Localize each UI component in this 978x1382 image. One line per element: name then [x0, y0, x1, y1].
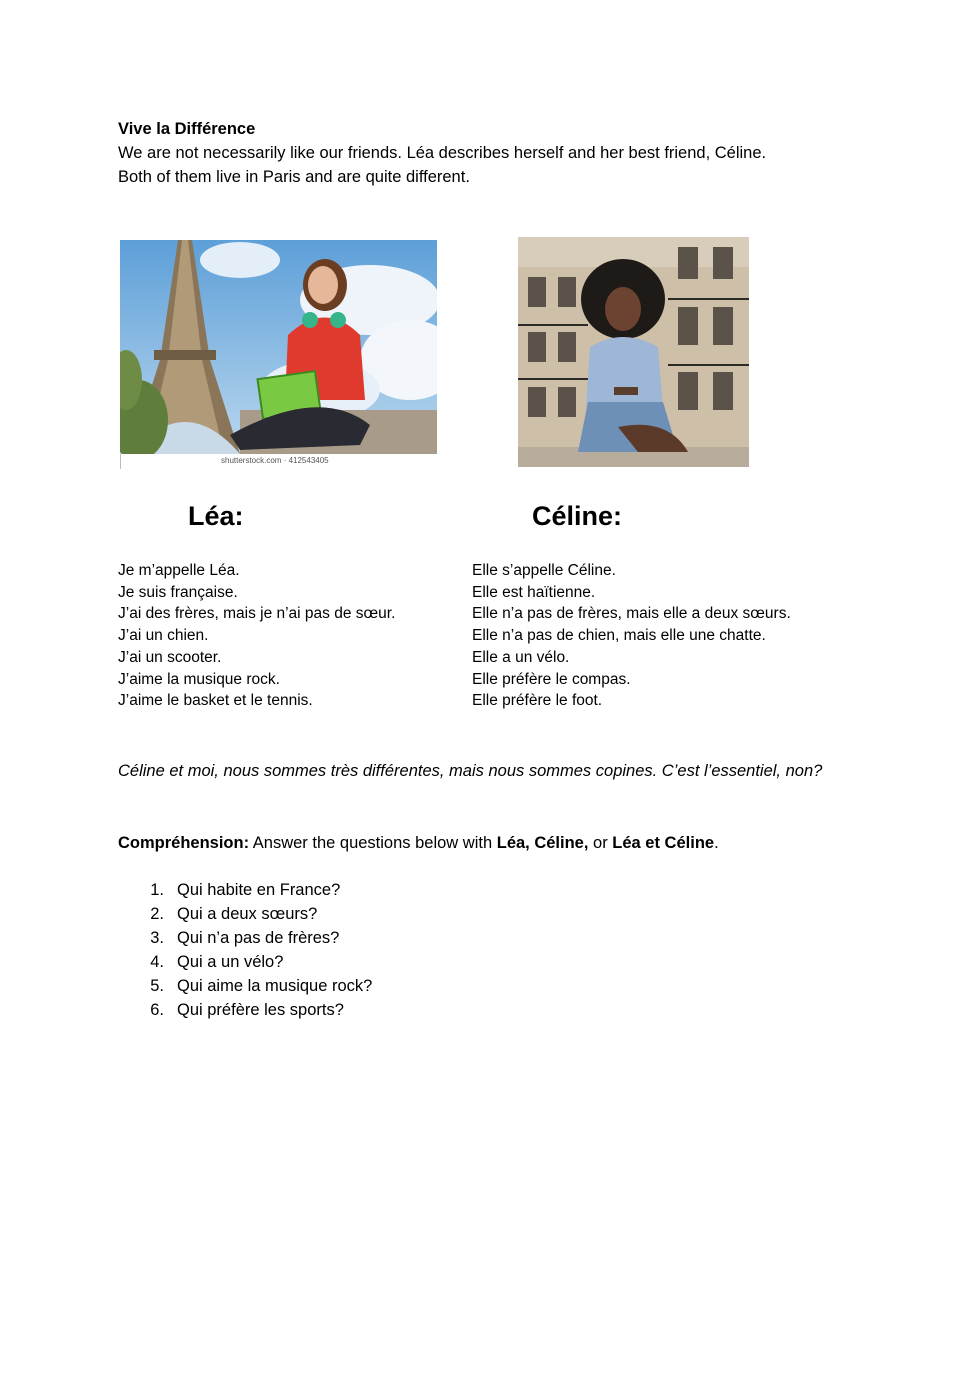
comprehension-instructions	[118, 831, 719, 855]
photo-caption: shutterstock.com · 412543405	[221, 456, 329, 465]
celine-sentence: Elle a un vélo.	[472, 648, 570, 666]
instructions-text: Answer the questions below with	[249, 834, 497, 852]
question-number: 1.	[150, 881, 164, 899]
question-text: Qui n’a pas de frères?	[177, 928, 340, 947]
question-number: 3.	[150, 928, 164, 947]
question-number: 5.	[150, 976, 164, 995]
question-item	[118, 903, 372, 927]
lea-sentence: J’ai un scooter.	[118, 648, 222, 666]
celine-sentence: Elle est haïtienne.	[472, 583, 596, 601]
celine-sentence: Elle préfère le compas.	[472, 670, 631, 688]
celine-sentences	[472, 560, 791, 712]
lea-sentence: Je m’appelle Léa.	[118, 562, 240, 579]
instructions-or: or	[588, 834, 613, 852]
question-item	[118, 927, 372, 951]
answer-option-2: Léa et Céline	[612, 834, 715, 852]
celine-sentence: Elle s’appelle Céline.	[472, 562, 616, 579]
question-text: Qui aime la musique rock?	[177, 976, 373, 995]
question-list	[118, 879, 372, 1022]
question-text: Qui a deux sœurs?	[177, 904, 318, 923]
instructions-end: .	[714, 834, 719, 852]
lea-sentence: J’aime le basket et le tennis.	[118, 692, 313, 710]
question-number: 2.	[150, 904, 164, 923]
celine-photo	[518, 237, 749, 467]
celine-sentence: Elle n’a pas de frères, mais elle a deux sœurs.	[472, 605, 791, 623]
question-item	[118, 975, 372, 999]
question-item	[118, 951, 372, 975]
celine-sentence: Elle n’a pas de chien, mais elle une chatte.	[472, 627, 766, 645]
celine-sentence: Elle préfère le foot.	[472, 692, 603, 710]
lea-sentence: J’ai des frères, mais je n’ai pas de sœur.	[118, 605, 396, 623]
document-title: Vive la Différence	[118, 120, 256, 138]
lea-photo	[120, 240, 437, 469]
intro-line-1: We are not necessarily like our friends. Léa describes herself and her best friend, Céline.	[118, 144, 767, 162]
question-text: Qui a un vélo?	[177, 952, 284, 971]
question-number: 6.	[150, 1000, 164, 1019]
closing-statement: Céline et moi, nous sommes très différentes, mais nous sommes copines. C’est l’essentiel, non?	[118, 762, 823, 780]
lea-sentence: J’ai un chien.	[118, 627, 209, 645]
lea-sentence: J’aime la musique rock.	[118, 670, 280, 688]
question-number: 4.	[150, 952, 164, 971]
answer-option-1: Léa, Céline,	[496, 834, 589, 852]
lea-sentences	[118, 560, 395, 712]
question-item	[118, 999, 372, 1023]
lea-sentence: Je suis française.	[118, 583, 238, 601]
comprehension-label: Compréhension:	[118, 834, 250, 852]
intro-line-2: Both of them live in Paris and are quite different.	[118, 168, 470, 186]
question-text: Qui habite en France?	[177, 881, 341, 899]
question-text: Qui préfère les sports?	[177, 1000, 344, 1019]
celine-heading: Céline:	[532, 501, 623, 531]
lea-heading: Léa:	[188, 501, 244, 531]
question-item	[118, 879, 372, 903]
